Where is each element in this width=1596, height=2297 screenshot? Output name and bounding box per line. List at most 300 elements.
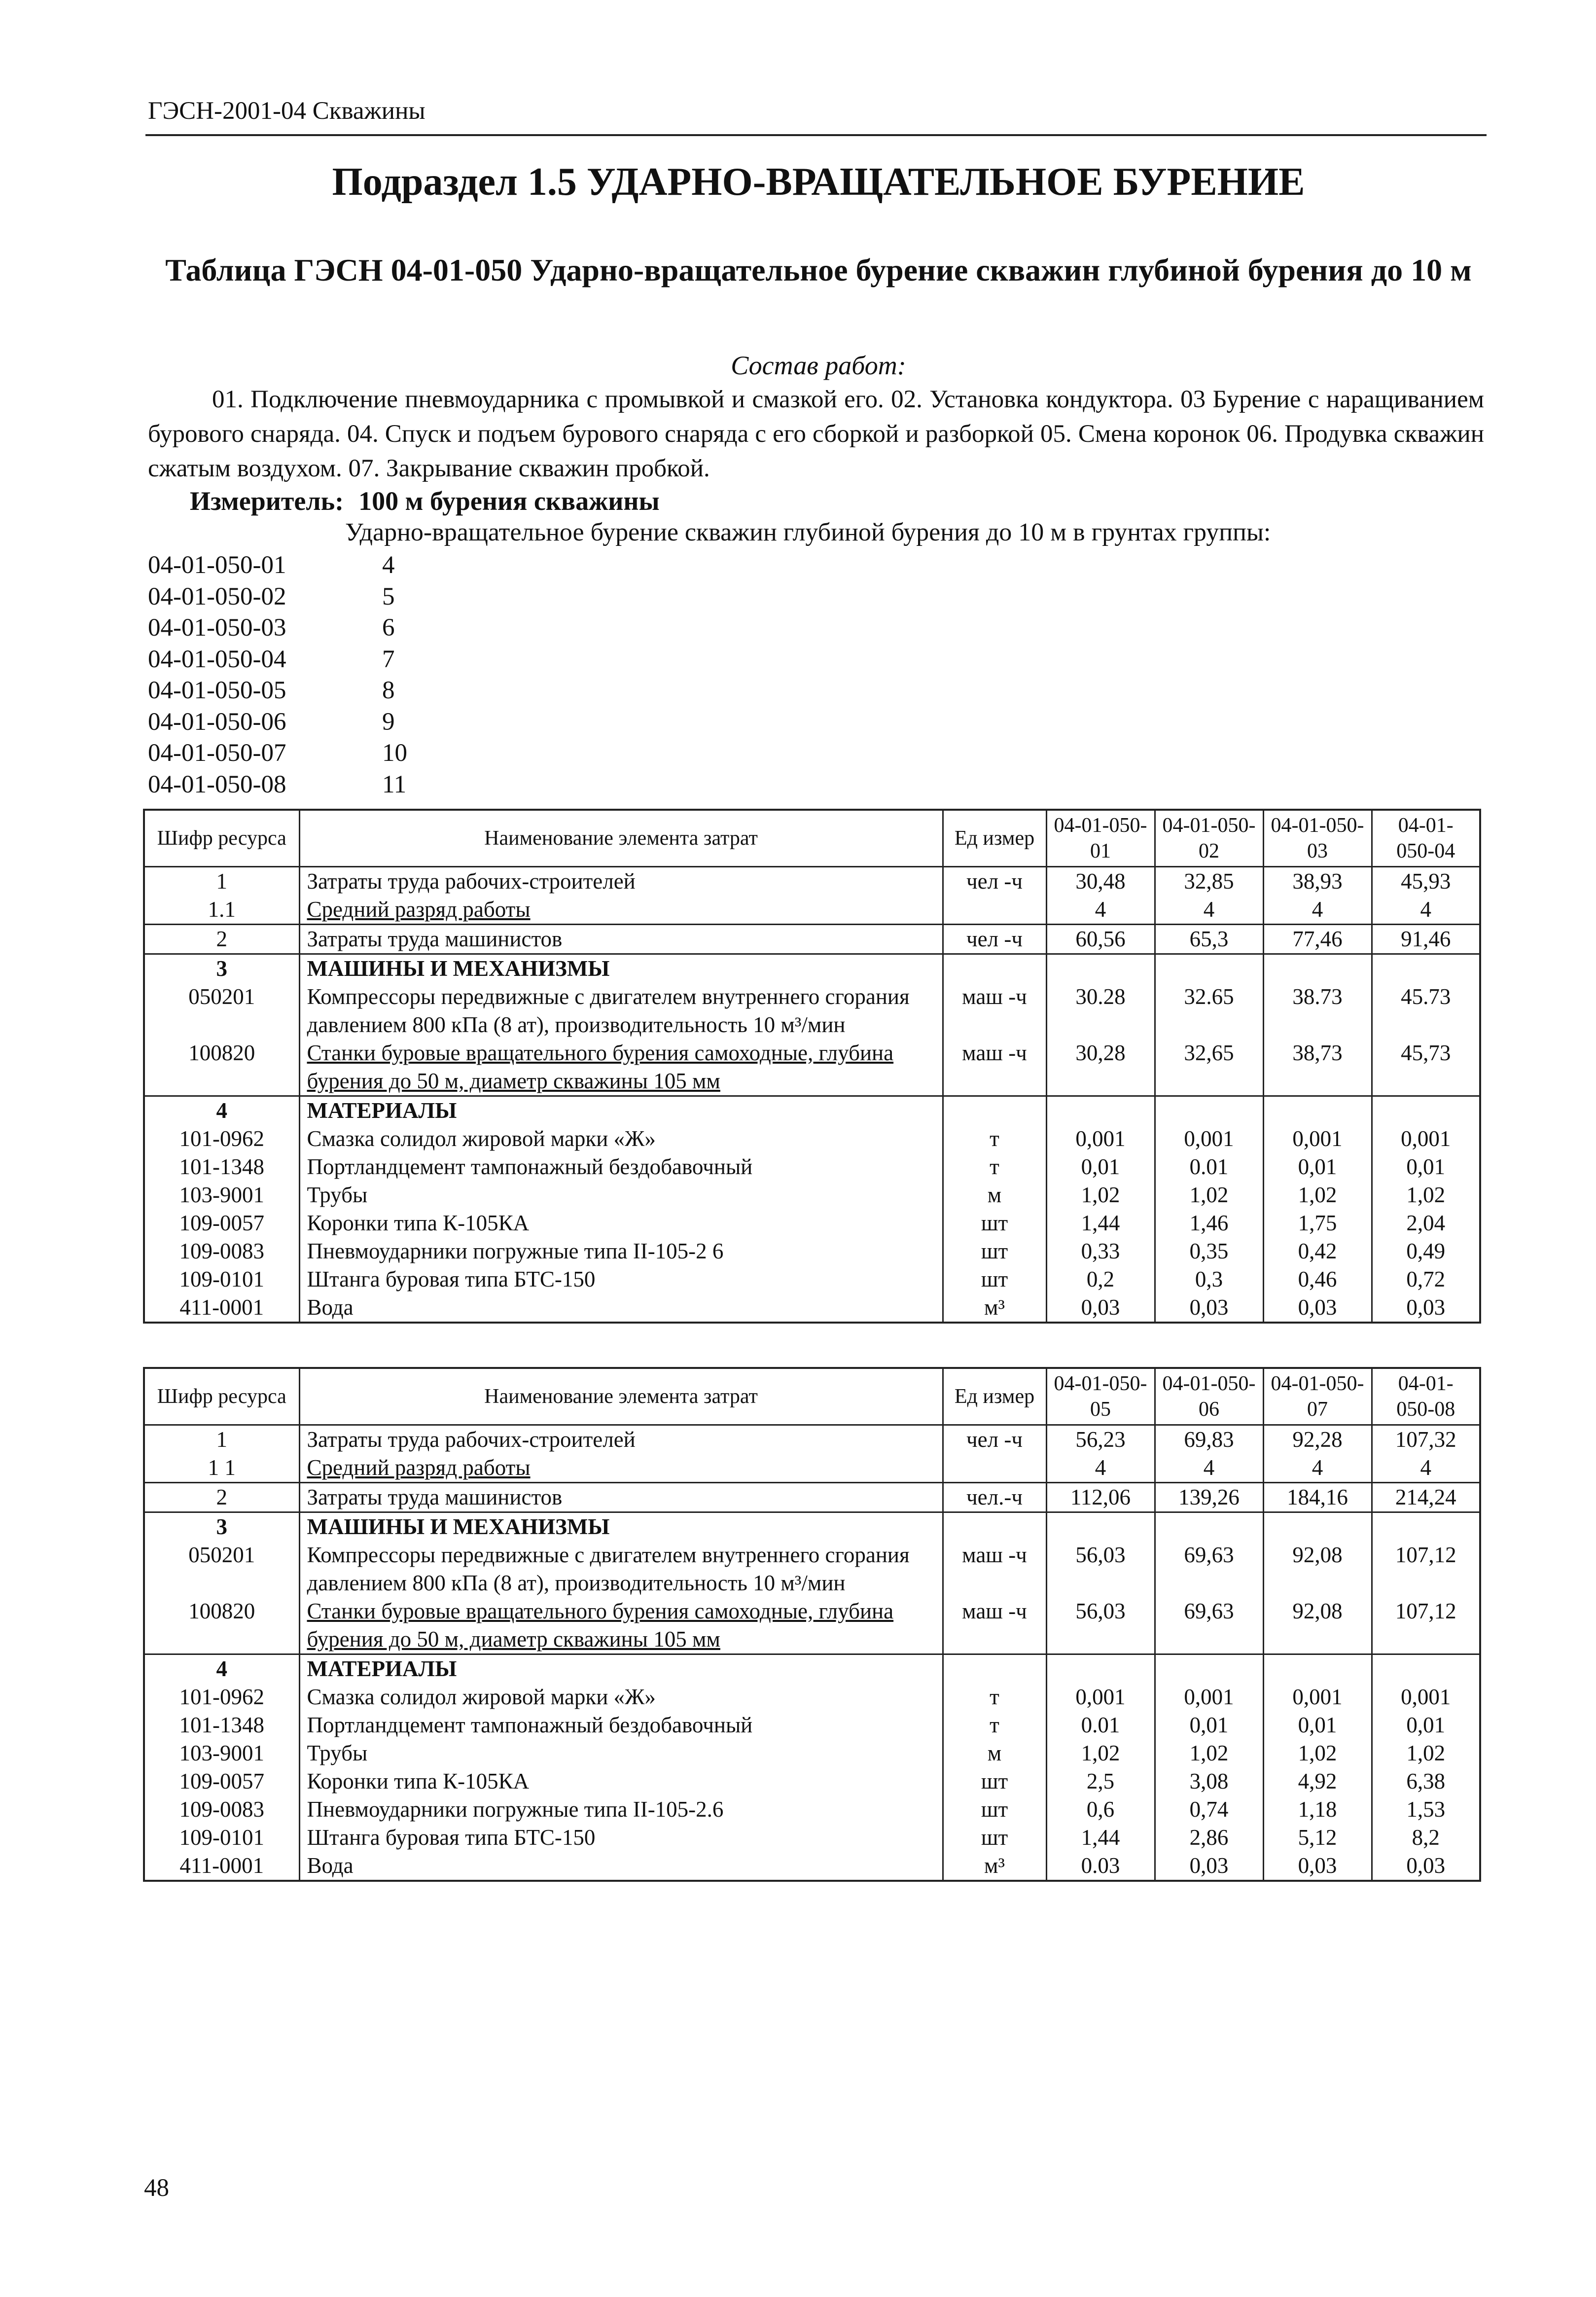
- norm-value: 2,04: [1372, 1209, 1480, 1237]
- table-row: [144, 1181, 1480, 1209]
- cost-element-name-cell: [299, 896, 943, 925]
- cost-element-name: Пневмоударники погружные типа II-105-2 6: [307, 1239, 724, 1263]
- measurer-label: Измеритель:: [190, 486, 344, 516]
- cost-element-name: Смазка солидол жировой марки «Ж»: [307, 1126, 656, 1151]
- resource-code: 101-0962: [144, 1683, 299, 1711]
- measurer-value: 100 м бурения скважины: [358, 486, 660, 516]
- soil-group: 4: [382, 551, 395, 579]
- norm-value: 0,35: [1155, 1237, 1263, 1265]
- table-row: [144, 1096, 1480, 1125]
- norm-value: 4,92: [1263, 1767, 1372, 1795]
- norm-value: 184,16: [1263, 1483, 1372, 1512]
- resource-code: 411-0001: [144, 1293, 299, 1323]
- unit: маш -ч: [943, 1541, 1046, 1597]
- norm-value: 1,02: [1372, 1739, 1480, 1767]
- norm-value: 30,48: [1046, 867, 1155, 896]
- code-label: 04-01-050-05: [148, 677, 286, 704]
- norm-value: [1155, 1512, 1263, 1542]
- code-label: 04-01-050-02: [148, 582, 286, 610]
- header-variant: 04-01-050-05: [1046, 1368, 1155, 1425]
- cost-element-name: Вода: [307, 1853, 354, 1878]
- code-row: [148, 738, 407, 769]
- norm-value: 4: [1372, 896, 1480, 925]
- code-label: 04-01-050-03: [148, 614, 286, 642]
- resource-code: 103-9001: [144, 1739, 299, 1767]
- resource-code: 411-0001: [144, 1852, 299, 1881]
- header-variant: 04-01-050-03: [1263, 810, 1372, 867]
- resource-code: 109-0083: [144, 1237, 299, 1265]
- table-row: [144, 1265, 1480, 1293]
- measurer: [190, 486, 660, 516]
- norm-value: 0,01: [1372, 1153, 1480, 1181]
- norm-value: [1372, 1654, 1480, 1684]
- resource-code: 101-1348: [144, 1711, 299, 1739]
- table-row: [144, 1711, 1480, 1739]
- norm-value: 1,02: [1372, 1181, 1480, 1209]
- code-row: [148, 769, 407, 801]
- variant-caption: Ударно-вращательное бурение скважин глубиной бурения до 10 м в грунтах группы:: [345, 518, 1271, 546]
- cost-element-name-cell: [299, 954, 943, 983]
- cost-element-name: МАТЕРИАЛЫ: [307, 1098, 457, 1123]
- header-code: Шифр ресурса: [144, 1368, 299, 1425]
- table-row: [144, 1237, 1480, 1265]
- works-description: 01. Подключение пневмоударника с промывкой и смазкой его. 02. Установка кондуктора. 03 Бурение с наращиванием бурового снаряда. 04. Спуск и подъем бурового снаряда с его сборкой и разборкой 05. Смена коронок 06. Продувка скважин сжатым воздухом. 07. Закрывание скважин пробкой.: [148, 386, 1484, 482]
- norm-value: 4: [1046, 896, 1155, 925]
- code-row: [148, 581, 407, 613]
- unit: шт: [943, 1209, 1046, 1237]
- norm-value: 69,83: [1155, 1425, 1263, 1454]
- works-heading: Состав работ:: [731, 351, 906, 380]
- resource-code: 1.1: [144, 896, 299, 925]
- norm-value: [1046, 1512, 1155, 1542]
- unit: чел -ч: [943, 925, 1046, 954]
- cost-element-name-cell: [299, 1512, 943, 1542]
- resource-code: 1 1: [144, 1454, 299, 1483]
- code-row: [148, 675, 407, 707]
- cost-element-name-cell: [299, 1654, 943, 1684]
- cost-element-name-cell: [299, 1125, 943, 1153]
- norm-value: 0,6: [1046, 1795, 1155, 1824]
- norm-value: 0.01: [1046, 1711, 1155, 1739]
- norm-value: 0,03: [1372, 1293, 1480, 1323]
- norm-value: 112,06: [1046, 1483, 1155, 1512]
- norm-value: [1046, 1654, 1155, 1684]
- cost-element-name-cell: [299, 1454, 943, 1483]
- cost-element-name: МАТЕРИАЛЫ: [307, 1656, 457, 1681]
- unit: чел -ч: [943, 867, 1046, 896]
- table-row: [144, 1125, 1480, 1153]
- norm-value: 56,03: [1046, 1597, 1155, 1654]
- unit: т: [943, 1153, 1046, 1181]
- norm-value: 107,12: [1372, 1541, 1480, 1597]
- resource-code: 1: [144, 1425, 299, 1454]
- cost-element-name-cell: [299, 1237, 943, 1265]
- soil-group: 10: [382, 739, 407, 767]
- table-row: [144, 1824, 1480, 1852]
- unit: т: [943, 1711, 1046, 1739]
- norm-value: 1,75: [1263, 1209, 1372, 1237]
- unit: [943, 896, 1046, 925]
- norm-value: 1,18: [1263, 1795, 1372, 1824]
- norm-value: 0,001: [1263, 1683, 1372, 1711]
- cost-element-name: Портландцемент тампонажный бездобавочный: [307, 1154, 753, 1179]
- norm-value: 92,28: [1263, 1425, 1372, 1454]
- cost-element-name-cell: [299, 1265, 943, 1293]
- norm-value: 1,46: [1155, 1209, 1263, 1237]
- norm-value: 0,03: [1263, 1852, 1372, 1881]
- resource-code: 3: [144, 954, 299, 983]
- cost-element-name-cell: [299, 1293, 943, 1323]
- table-row: [144, 1293, 1480, 1323]
- norm-value: [1372, 1512, 1480, 1542]
- resource-code: 101-0962: [144, 1125, 299, 1153]
- resource-code: 103-9001: [144, 1181, 299, 1209]
- resource-code: 109-0057: [144, 1767, 299, 1795]
- norm-value: [1046, 954, 1155, 983]
- cost-element-name-cell: [299, 1824, 943, 1852]
- resource-code: 109-0101: [144, 1265, 299, 1293]
- cost-element-name: Трубы: [307, 1183, 368, 1207]
- norm-value: 65,3: [1155, 925, 1263, 954]
- norm-value: 4: [1155, 896, 1263, 925]
- norm-value: 1,02: [1263, 1181, 1372, 1209]
- resource-code: 2: [144, 1483, 299, 1512]
- norm-value: 92,08: [1263, 1597, 1372, 1654]
- norm-value: [1263, 1512, 1372, 1542]
- norm-value: 4: [1372, 1454, 1480, 1483]
- norm-value: 4: [1046, 1454, 1155, 1483]
- table-row: [144, 1541, 1480, 1597]
- cost-element-name: Смазка солидол жировой марки «Ж»: [307, 1685, 656, 1709]
- code-label: 04-01-050-07: [148, 739, 286, 767]
- cost-element-name-cell: [299, 1711, 943, 1739]
- cost-element-name-cell: [299, 983, 943, 1039]
- norm-value: 38,93: [1263, 867, 1372, 896]
- resource-code: 100820: [144, 1597, 299, 1654]
- norm-value: 45,93: [1372, 867, 1480, 896]
- norm-value: 0,01: [1263, 1153, 1372, 1181]
- table-row: [144, 1153, 1480, 1181]
- norm-value: 107,12: [1372, 1597, 1480, 1654]
- table-row: [144, 1654, 1480, 1684]
- norm-value: 1,02: [1155, 1739, 1263, 1767]
- norm-value: 38.73: [1263, 983, 1372, 1039]
- norm-value: 0,74: [1155, 1795, 1263, 1824]
- norm-value: [1263, 1096, 1372, 1125]
- header-divider: [145, 134, 1487, 136]
- cost-element-name: Компрессоры передвижные с двигателем внутреннего сгорания давлением 800 кПа (8 ат), производительность 10 м³/мин: [307, 1543, 910, 1595]
- norm-value: 92,08: [1263, 1541, 1372, 1597]
- norm-value: 5,12: [1263, 1824, 1372, 1852]
- cost-element-name-cell: [299, 1209, 943, 1237]
- resource-table-1: [143, 809, 1481, 1324]
- cost-element-name-cell: [299, 867, 943, 896]
- table-row: [144, 1852, 1480, 1881]
- norm-value: 2,86: [1155, 1824, 1263, 1852]
- norm-value: 0,2: [1046, 1265, 1155, 1293]
- soil-group: 5: [382, 582, 395, 610]
- norm-value: 1,44: [1046, 1209, 1155, 1237]
- cost-element-name: Трубы: [307, 1741, 368, 1765]
- cost-element-name: Штанга буровая типа БТС-150: [307, 1825, 596, 1850]
- cost-element-name: Средний разряд работы: [307, 897, 531, 922]
- norm-value: 107,32: [1372, 1425, 1480, 1454]
- header-code: Шифр ресурса: [144, 810, 299, 867]
- norm-value: [1155, 1654, 1263, 1684]
- table-title: Таблица ГЭСН 04-01-050 Ударно-вращательное бурение скважин глубиной бурения до 10 м: [165, 252, 1472, 287]
- unit: чел -ч: [943, 1425, 1046, 1454]
- resource-table-2: [143, 1367, 1481, 1882]
- code-label: 04-01-050-04: [148, 645, 286, 673]
- norm-value: 0,001: [1155, 1125, 1263, 1153]
- norm-value: 0.01: [1155, 1153, 1263, 1181]
- unit: [943, 1454, 1046, 1483]
- cost-element-name-cell: [299, 1795, 943, 1824]
- table-row: [144, 1425, 1480, 1454]
- unit: [943, 954, 1046, 983]
- norm-value: 1,44: [1046, 1824, 1155, 1852]
- norm-value: 30.28: [1046, 983, 1155, 1039]
- unit: м: [943, 1739, 1046, 1767]
- norm-value: 60,56: [1046, 925, 1155, 954]
- cost-element-name: Пневмоударники погружные типа II-105-2.6: [307, 1797, 724, 1822]
- norm-value: 4: [1155, 1454, 1263, 1483]
- code-label: 04-01-050-08: [148, 770, 286, 798]
- norm-value: 1,02: [1155, 1181, 1263, 1209]
- norm-value: 69,63: [1155, 1597, 1263, 1654]
- resource-code: 4: [144, 1096, 299, 1125]
- norm-value: 0,03: [1155, 1852, 1263, 1881]
- resource-code: 050201: [144, 983, 299, 1039]
- norm-value: 0,01: [1263, 1711, 1372, 1739]
- header-variant: 04-01-050-02: [1155, 810, 1263, 867]
- norm-value: 0,001: [1046, 1683, 1155, 1711]
- cost-element-name: Затраты труда рабочих-строителей: [307, 869, 636, 894]
- resource-code: 4: [144, 1654, 299, 1684]
- norm-value: 3,08: [1155, 1767, 1263, 1795]
- soil-group: 6: [382, 614, 395, 642]
- unit: шт: [943, 1795, 1046, 1824]
- cost-element-name-cell: [299, 1597, 943, 1654]
- cost-element-name-cell: [299, 1096, 943, 1125]
- cost-element-name: Коронки типа К-105КА: [307, 1211, 530, 1235]
- norm-value: 2,5: [1046, 1767, 1155, 1795]
- cost-element-name-cell: [299, 1039, 943, 1096]
- unit: м: [943, 1181, 1046, 1209]
- table-row: [144, 1683, 1480, 1711]
- table-row: [144, 1795, 1480, 1824]
- norm-value: 139,26: [1155, 1483, 1263, 1512]
- norm-value: 6,38: [1372, 1767, 1480, 1795]
- table-row: [144, 1767, 1480, 1795]
- norm-value: 0,33: [1046, 1237, 1155, 1265]
- norm-value: 0,03: [1263, 1293, 1372, 1323]
- page-number: 48: [144, 2174, 169, 2202]
- soil-group: 8: [382, 677, 395, 704]
- norm-value: 32,85: [1155, 867, 1263, 896]
- cost-element-name-cell: [299, 1852, 943, 1881]
- cost-element-name: Станки буровые вращательного бурения самоходные, глубина бурения до 50 м, диаметр скважины 105 мм: [307, 1041, 894, 1093]
- norm-value: 0,3: [1155, 1265, 1263, 1293]
- cost-element-name-cell: [299, 1425, 943, 1454]
- norm-value: 56,23: [1046, 1425, 1155, 1454]
- soil-group: 11: [382, 770, 407, 798]
- norm-value: 0,001: [1372, 1683, 1480, 1711]
- table-row: [144, 1739, 1480, 1767]
- resource-code: 109-0057: [144, 1209, 299, 1237]
- cost-element-name-cell: [299, 1153, 943, 1181]
- table-row: [144, 1483, 1480, 1512]
- cost-element-name: МАШИНЫ И МЕХАНИЗМЫ: [307, 1514, 610, 1539]
- table-header-row: [144, 810, 1480, 867]
- header-unit: Ед измер: [943, 810, 1046, 867]
- cost-element-name-cell: [299, 1541, 943, 1597]
- table-row: [144, 983, 1480, 1039]
- cost-element-name-cell: [299, 1683, 943, 1711]
- cost-element-name-cell: [299, 1739, 943, 1767]
- norm-value: 4: [1263, 1454, 1372, 1483]
- cost-element-name: Портландцемент тампонажный бездобавочный: [307, 1713, 753, 1737]
- unit: шт: [943, 1237, 1046, 1265]
- norm-value: 0,001: [1372, 1125, 1480, 1153]
- header-variant: 04-01-050-01: [1046, 810, 1155, 867]
- cost-element-name-cell: [299, 1767, 943, 1795]
- norm-value: 45,73: [1372, 1039, 1480, 1096]
- unit: чел.-ч: [943, 1483, 1046, 1512]
- resource-code: 2: [144, 925, 299, 954]
- cost-element-name: Компрессоры передвижные с двигателем внутреннего сгорания давлением 800 кПа (8 ат), производительность 10 м³/мин: [307, 984, 910, 1037]
- code-list: [148, 550, 407, 800]
- norm-value: 32.65: [1155, 983, 1263, 1039]
- resource-code: 3: [144, 1512, 299, 1542]
- cost-element-name: МАШИНЫ И МЕХАНИЗМЫ: [307, 956, 610, 981]
- norm-value: 214,24: [1372, 1483, 1480, 1512]
- table-row: [144, 1512, 1480, 1542]
- soil-group: 7: [382, 645, 395, 673]
- norm-value: 0,49: [1372, 1237, 1480, 1265]
- norm-value: 8,2: [1372, 1824, 1480, 1852]
- cost-element-name: Средний разряд работы: [307, 1455, 531, 1480]
- header-name: Наименование элемента затрат: [299, 810, 943, 867]
- table-row: [144, 867, 1480, 896]
- cost-element-name: Станки буровые вращательного бурения самоходные, глубина бурения до 50 м, диаметр скважины 105 мм: [307, 1599, 894, 1651]
- table-row: [144, 1597, 1480, 1654]
- norm-value: 32,65: [1155, 1039, 1263, 1096]
- table-row: [144, 896, 1480, 925]
- norm-value: 0,46: [1263, 1265, 1372, 1293]
- norm-value: [1263, 1654, 1372, 1684]
- cost-element-name-cell: [299, 925, 943, 954]
- table-row: [144, 954, 1480, 983]
- cost-element-name-cell: [299, 1483, 943, 1512]
- header-name: Наименование элемента затрат: [299, 1368, 943, 1425]
- norm-value: [1263, 954, 1372, 983]
- cost-element-name: Затраты труда машинистов: [307, 927, 563, 951]
- code-row: [148, 644, 407, 676]
- norm-value: 69,63: [1155, 1541, 1263, 1597]
- table-header-row: [144, 1368, 1480, 1425]
- norm-value: 0,001: [1155, 1683, 1263, 1711]
- norm-value: 45.73: [1372, 983, 1480, 1039]
- norm-value: 0,42: [1263, 1237, 1372, 1265]
- norm-value: [1155, 1096, 1263, 1125]
- unit: т: [943, 1125, 1046, 1153]
- unit: шт: [943, 1265, 1046, 1293]
- table-row: [144, 1454, 1480, 1483]
- code-label: 04-01-050-06: [148, 708, 286, 736]
- norm-value: 0,03: [1372, 1852, 1480, 1881]
- soil-group: 9: [382, 708, 395, 736]
- norm-value: 1,02: [1046, 1181, 1155, 1209]
- unit: [943, 1654, 1046, 1684]
- norm-value: 0,01: [1155, 1711, 1263, 1739]
- header-variant: 04-01-050-04: [1372, 810, 1480, 867]
- resource-code: 100820: [144, 1039, 299, 1096]
- header-unit: Ед измер: [943, 1368, 1046, 1425]
- norm-value: [1155, 954, 1263, 983]
- unit: маш -ч: [943, 1597, 1046, 1654]
- unit: шт: [943, 1767, 1046, 1795]
- resource-code: 109-0101: [144, 1824, 299, 1852]
- norm-value: 1,02: [1263, 1739, 1372, 1767]
- header-variant: 04-01-050-08: [1372, 1368, 1480, 1425]
- unit: м³: [943, 1852, 1046, 1881]
- resource-code: 1: [144, 867, 299, 896]
- resource-code: 109-0083: [144, 1795, 299, 1824]
- norm-value: 4: [1263, 896, 1372, 925]
- norm-value: [1372, 954, 1480, 983]
- norm-value: 30,28: [1046, 1039, 1155, 1096]
- unit: шт: [943, 1824, 1046, 1852]
- norm-value: 38,73: [1263, 1039, 1372, 1096]
- table-row: [144, 925, 1480, 954]
- cost-element-name: Затраты труда рабочих-строителей: [307, 1427, 636, 1452]
- unit: маш -ч: [943, 1039, 1046, 1096]
- norm-value: 56,03: [1046, 1541, 1155, 1597]
- norm-value: 0.03: [1046, 1852, 1155, 1881]
- section-title: Подраздел 1.5 УДАРНО-ВРАЩАТЕЛЬНОЕ БУРЕНИЕ: [332, 160, 1305, 204]
- norm-value: 91,46: [1372, 925, 1480, 954]
- resource-code: 050201: [144, 1541, 299, 1597]
- cost-element-name: Вода: [307, 1295, 354, 1320]
- norm-value: 0,03: [1046, 1293, 1155, 1323]
- code-row: [148, 707, 407, 738]
- norm-value: 1,53: [1372, 1795, 1480, 1824]
- norm-value: [1372, 1096, 1480, 1125]
- unit: маш -ч: [943, 983, 1046, 1039]
- table-row: [144, 1209, 1480, 1237]
- unit: [943, 1512, 1046, 1542]
- unit: т: [943, 1683, 1046, 1711]
- code-row: [148, 612, 407, 644]
- norm-value: 0,001: [1046, 1125, 1155, 1153]
- running-header: ГЭСН-2001-04 Скважины: [148, 97, 426, 125]
- norm-value: 0,001: [1263, 1125, 1372, 1153]
- norm-value: 0,01: [1372, 1711, 1480, 1739]
- unit: м³: [943, 1293, 1046, 1323]
- norm-value: 77,46: [1263, 925, 1372, 954]
- code-label: 04-01-050-01: [148, 551, 286, 579]
- unit: [943, 1096, 1046, 1125]
- header-variant: 04-01-050-06: [1155, 1368, 1263, 1425]
- table-row: [144, 1039, 1480, 1096]
- resource-code: 101-1348: [144, 1153, 299, 1181]
- cost-element-name-cell: [299, 1181, 943, 1209]
- norm-value: 0,72: [1372, 1265, 1480, 1293]
- header-variant: 04-01-050-07: [1263, 1368, 1372, 1425]
- norm-value: [1046, 1096, 1155, 1125]
- norm-value: 1,02: [1046, 1739, 1155, 1767]
